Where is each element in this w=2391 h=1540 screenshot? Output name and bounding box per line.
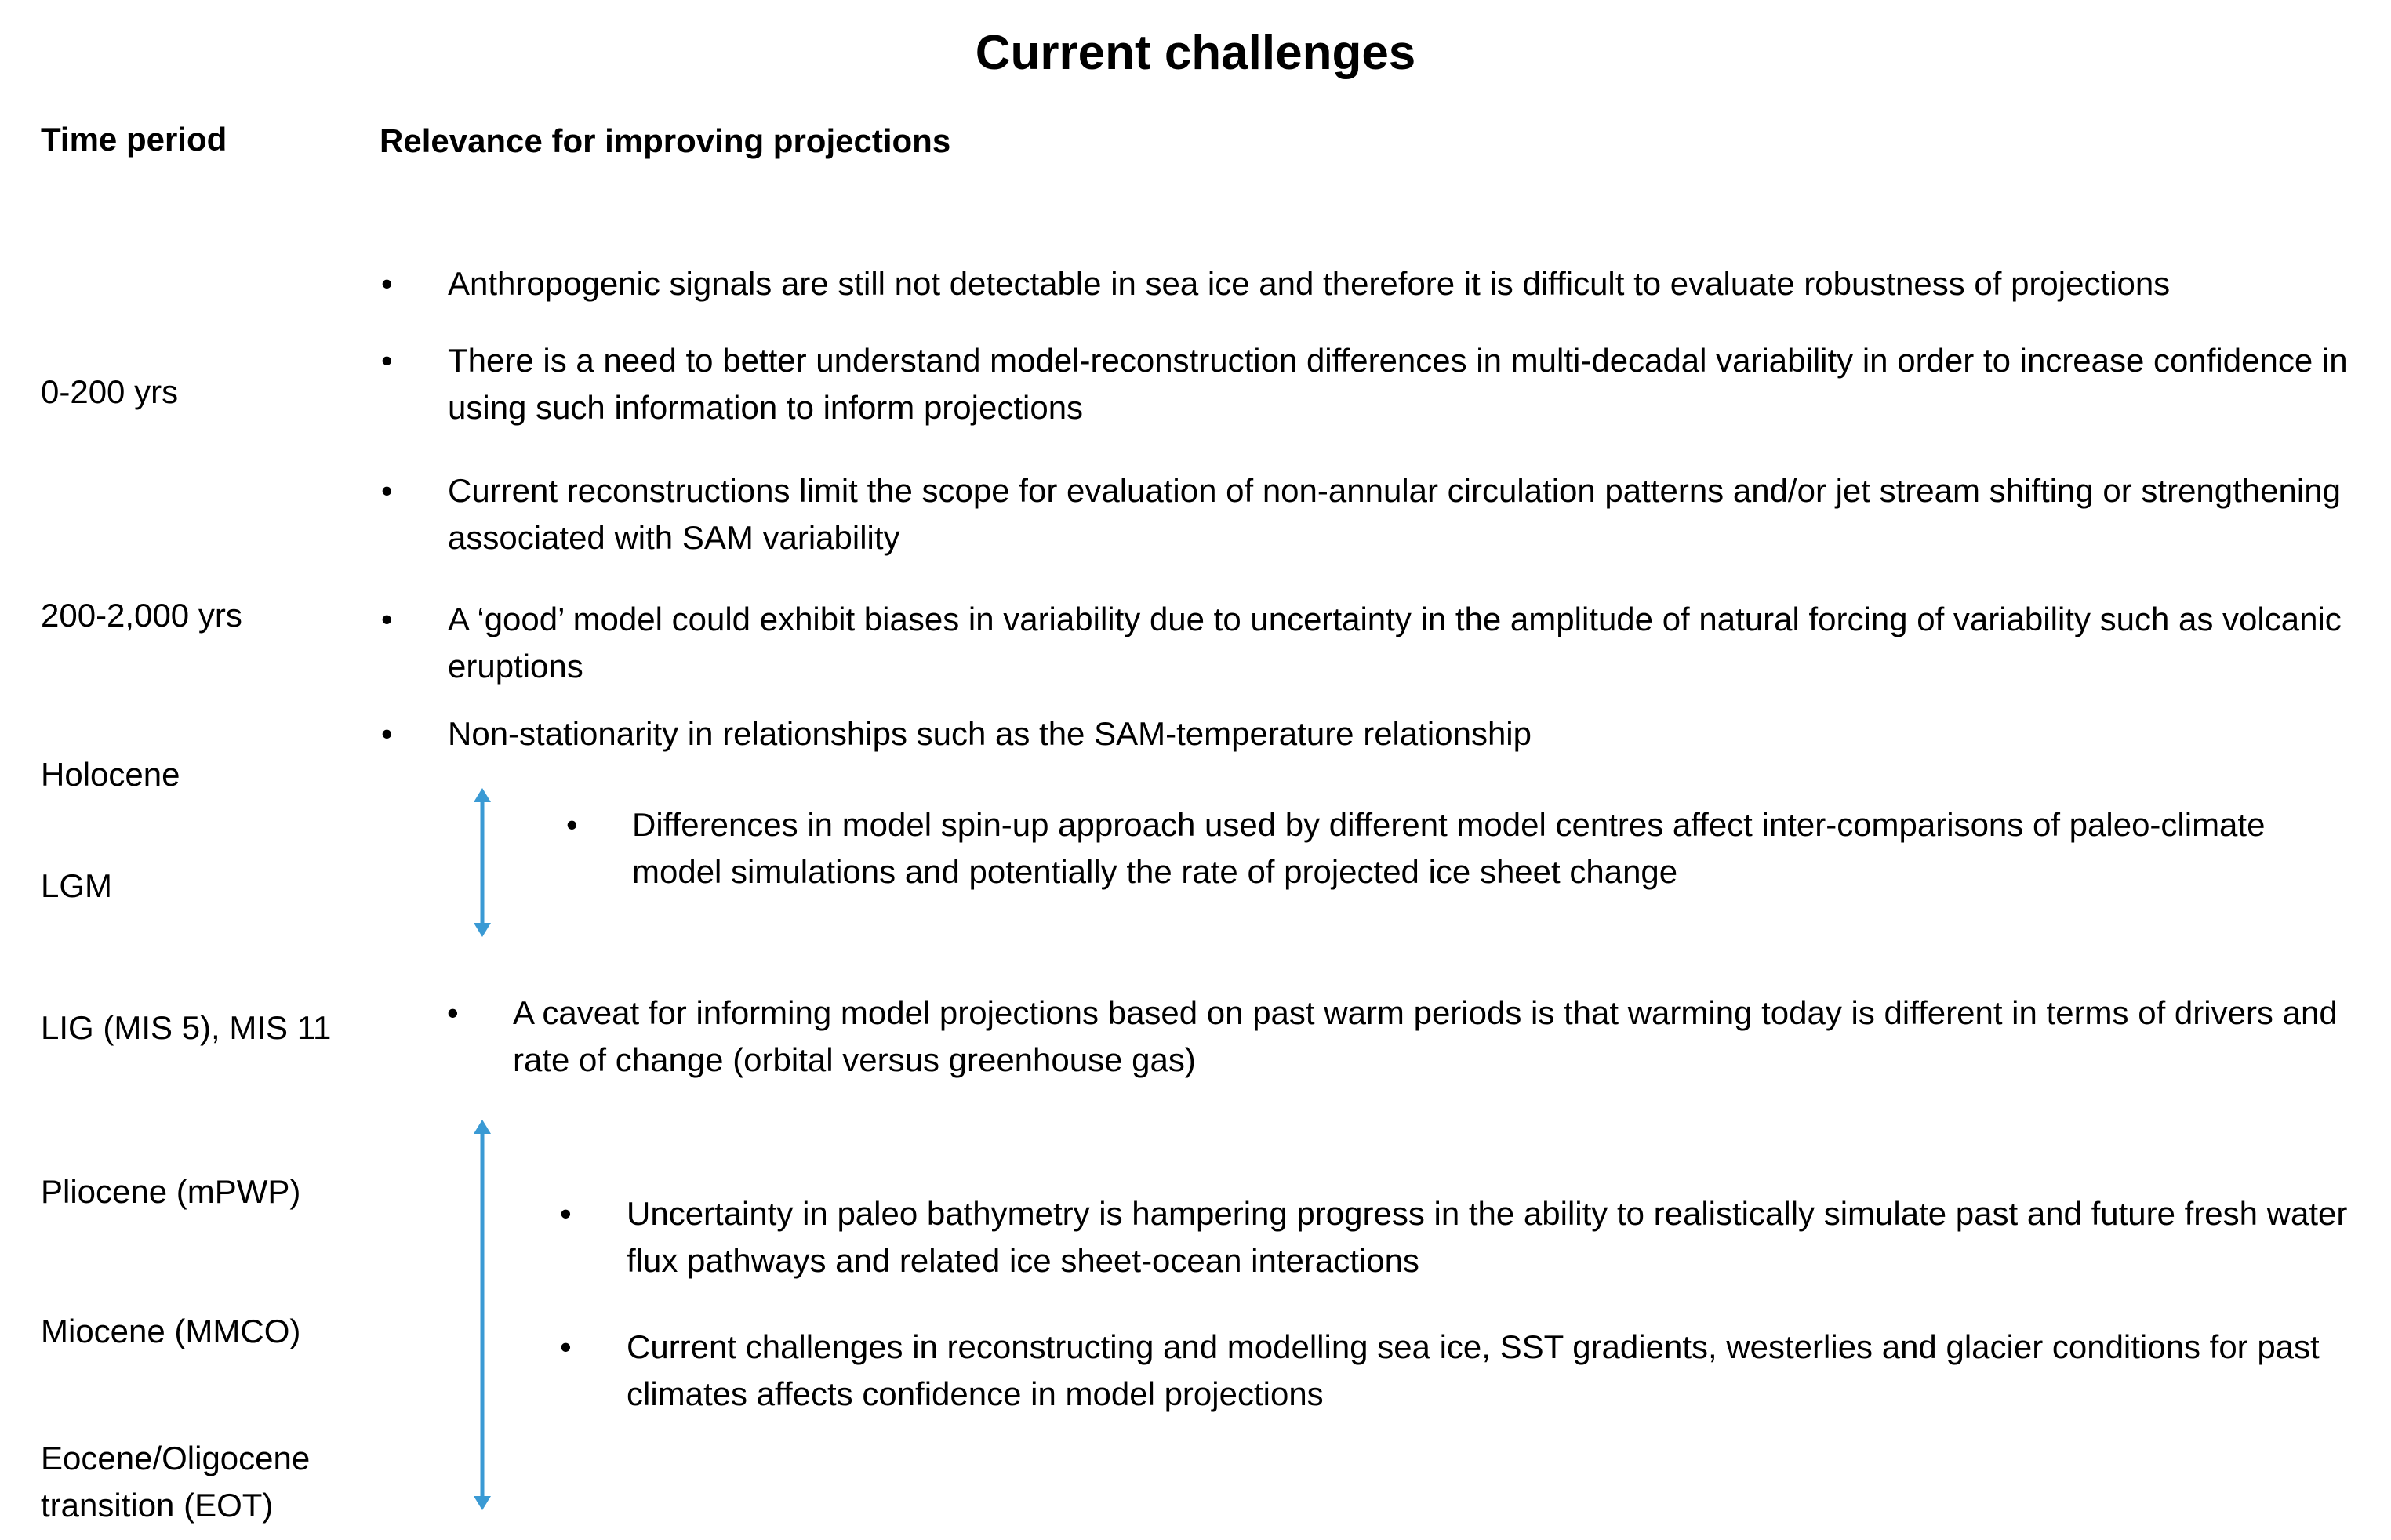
bullet-icon: • bbox=[381, 601, 393, 637]
challenge-text: A caveat for informing model projections based on past warm periods is that warming today is different in terms of drivers and rate of change (orbital versus greenhouse gas) bbox=[513, 994, 2338, 1078]
challenge-text: Non-stationarity in relationships such as the SAM-temperature relationship bbox=[448, 715, 1532, 752]
period-holocene: Holocene bbox=[41, 756, 180, 793]
challenge-text: Anthropogenic signals are still not detectable in sea ice and therefore it is difficult to evaluate robustness of projections bbox=[448, 265, 2171, 302]
relevance-header: Relevance for improving projections bbox=[380, 122, 951, 159]
bullet-icon: • bbox=[560, 1328, 572, 1365]
challenge-item bbox=[381, 467, 2373, 561]
challenge-text: Uncertainty in paleo bathymetry is hampering progress in the ability to realistically simulate past and future fresh water flux pathways and related ice sheet-ocean interactions bbox=[627, 1195, 2348, 1279]
challenge-item bbox=[566, 801, 2362, 895]
bullet-icon: • bbox=[381, 472, 393, 509]
challenge-item bbox=[381, 596, 2373, 690]
page-title: Current challenges bbox=[975, 26, 1416, 80]
challenge-text: A ‘good’ model could exhibit biases in variability due to uncertainty in the amplitude of natural forcing of variability such as volcanic eruptions bbox=[448, 601, 2342, 685]
challenge-text: Differences in model spin-up approach used by different model centres affect inter-comparisons of paleo-climate model simulations and potentially the rate of projected ice sheet change bbox=[632, 806, 2266, 890]
bullet-icon: • bbox=[447, 994, 459, 1031]
period-miocene: Miocene (MMCO) bbox=[41, 1313, 301, 1349]
challenge-item bbox=[381, 710, 2373, 757]
challenge-text: There is a need to better understand model-reconstruction differences in multi-decadal variability in order to increase confidence in using such information to inform projections bbox=[448, 342, 2348, 426]
challenge-item bbox=[381, 337, 2373, 431]
challenge-item bbox=[560, 1190, 2356, 1284]
bullet-icon: • bbox=[381, 342, 393, 379]
period-pliocene: Pliocene (mPWP) bbox=[41, 1173, 301, 1210]
challenge-item bbox=[447, 990, 2360, 1084]
challenge-item bbox=[560, 1324, 2356, 1418]
bullet-icon: • bbox=[566, 806, 578, 843]
period-lig-mis5-mis11: LIG (MIS 5), MIS 11 bbox=[41, 1009, 332, 1046]
bullet-icon: • bbox=[381, 715, 393, 752]
double-arrow-icon bbox=[463, 1120, 502, 1510]
challenge-text: Current reconstructions limit the scope for evaluation of non-annular circulation patterns and/or jet stream shifting or strengthening associated with SAM variability bbox=[448, 472, 2341, 556]
challenge-text: Current challenges in reconstructing and modelling sea ice, SST gradients, westerlies and glacier conditions for past climates affects confidence in model projections bbox=[627, 1328, 2320, 1412]
period-lgm: LGM bbox=[41, 867, 113, 904]
time-period-header: Time period bbox=[41, 121, 227, 158]
challenge-item bbox=[381, 260, 2373, 307]
bullet-icon: • bbox=[560, 1195, 572, 1232]
period-200-2000-yrs: 200-2,000 yrs bbox=[41, 597, 242, 634]
double-arrow-icon bbox=[463, 788, 502, 937]
period-0-200-yrs: 0-200 yrs bbox=[41, 373, 179, 410]
period-eocene-oligocene: Eocene/Oligocene transition (EOT) bbox=[41, 1440, 311, 1524]
bullet-icon: • bbox=[381, 265, 393, 302]
